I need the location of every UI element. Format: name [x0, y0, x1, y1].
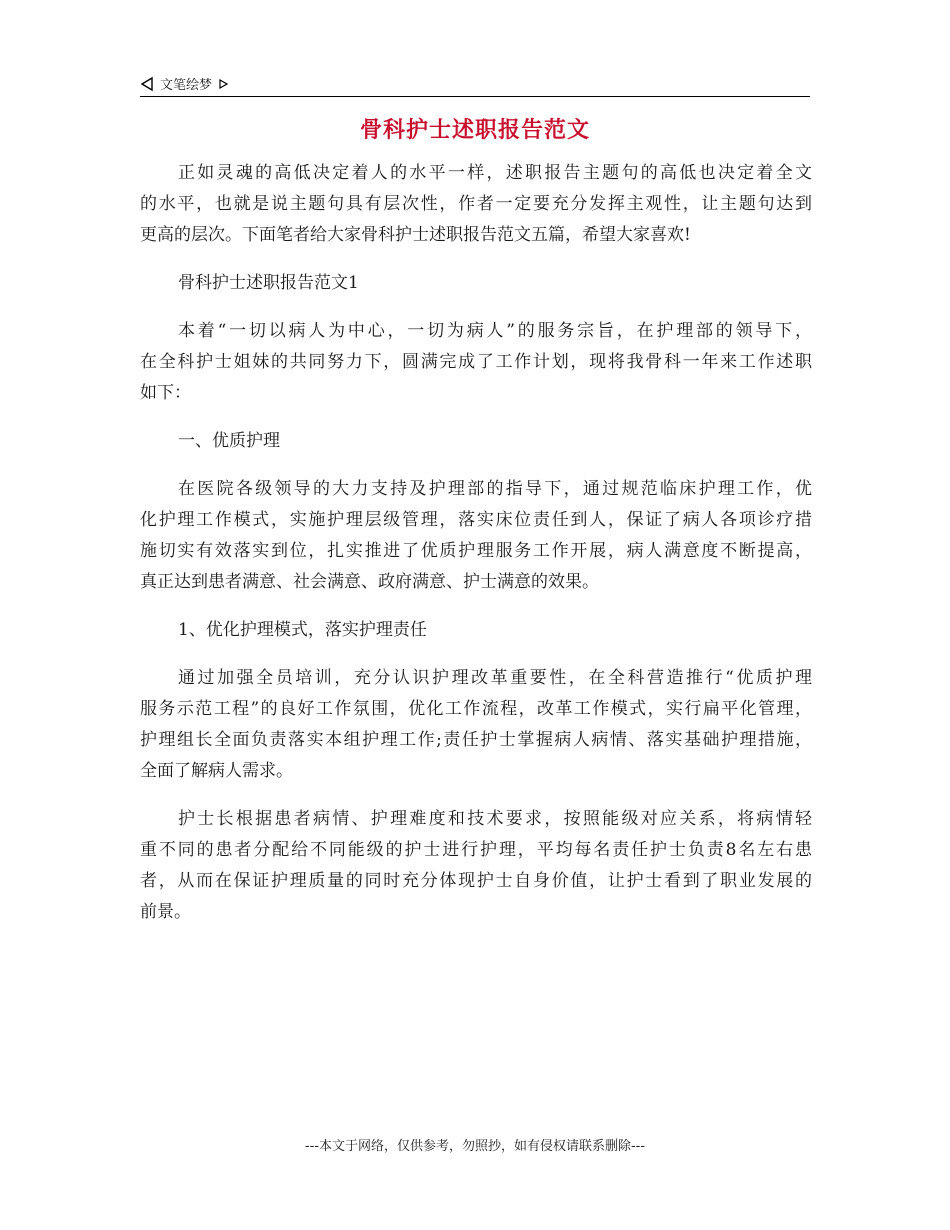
brand-name: 文笔绘梦 — [160, 78, 213, 93]
text-line: 者，从而在保证护理质量的同时充分体现护士自身价值，让护士看到了职业发展的 — [140, 871, 812, 891]
text-line: 护理组长全面负责落实本组护理工作;责任护士掌握病人病情、落实基础护理措施， — [140, 730, 812, 750]
text-line: 通过加强全员培训，充分认识护理改革重要性，在全科营造推行“优质护理 — [178, 668, 812, 688]
text-line: 全面了解病人需求。 — [140, 761, 293, 781]
paragraph — [140, 663, 812, 787]
intro-paragraph — [140, 158, 812, 251]
text-line: 施切实有效落实到位，扎实推进了优质护理服务工作开展，病人满意度不断提高， — [140, 541, 812, 561]
section-subtitle: 骨科护士述职报告范文1 — [178, 273, 359, 293]
paragraph — [140, 804, 812, 928]
text-line: 如下： — [140, 383, 191, 403]
header-brand — [140, 74, 228, 93]
triangle-right-icon — [218, 79, 228, 89]
text-line: 重不同的患者分配给不同能级的护士进行护理，平均每名责任护士负责8名左右患 — [140, 840, 812, 860]
text-line: 更高的层次。下面笔者给大家骨科护士述职报告范文五篇，希望大家喜欢! — [140, 225, 691, 245]
footer-disclaimer: ---本文于网络，仅供参考，勿照抄，如有侵权请联系删除--- — [304, 1139, 646, 1154]
paragraph — [140, 474, 812, 598]
page-header — [140, 72, 810, 97]
paragraph — [140, 316, 812, 409]
document-title: 骨科护士述职报告范文 — [359, 118, 590, 143]
document-body — [140, 158, 812, 945]
triangle-left-icon — [140, 77, 154, 91]
text-line: 前景。 — [140, 902, 191, 922]
text-line: 服务示范工程”的良好工作氛围，优化工作流程，改革工作模式，实行扁平化管理， — [140, 699, 812, 719]
text-line: 化护理工作模式，实施护理层级管理，落实床位责任到人，保证了病人各项诊疗措 — [140, 510, 812, 530]
text-line: 的水平，也就是说主题句具有层次性，作者一定要充分发挥主观性，让主题句达到 — [140, 194, 812, 214]
text-line: 本着“一切以病人为中心，一切为病人”的服务宗旨，在护理部的领导下， — [178, 321, 812, 341]
section-heading: 一、优质护理 — [178, 431, 280, 451]
text-line: 在全科护士姐妹的共同努力下，圆满完成了工作计划，现将我骨科一年来工作述职 — [140, 352, 812, 372]
section-heading: 1、优化护理模式，落实护理责任 — [178, 620, 427, 640]
text-line: 真正达到患者满意、社会满意、政府满意、护士满意的效果。 — [140, 572, 599, 592]
text-line: 在医院各级领导的大力支持及护理部的指导下，通过规范临床护理工作，优 — [178, 479, 812, 499]
text-line: 正如灵魂的高低决定着人的水平一样，述职报告主题句的高低也决定着全文 — [178, 163, 812, 183]
text-line: 护士长根据患者病情、护理难度和技术要求，按照能级对应关系，将病情轻 — [178, 809, 812, 829]
